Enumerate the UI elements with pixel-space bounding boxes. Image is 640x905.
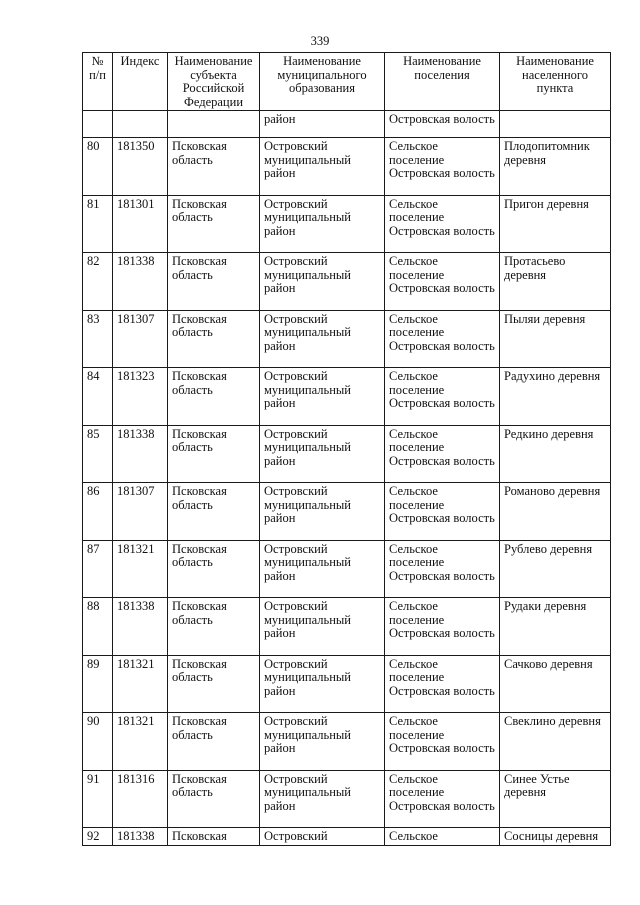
cell-locality: Пригон деревня [500,195,611,253]
cell-locality: Сосницы деревня [500,828,611,846]
cell-subject: Псковская область [168,483,260,541]
cell-municipality: Островский муниципальный район [260,195,385,253]
continuation-row [83,111,611,138]
cell-number: 82 [83,253,113,311]
cell-locality: Рублево деревня [500,540,611,598]
cell-index: 181321 [113,540,168,598]
table-header-row [83,53,611,111]
cell-index: 181307 [113,483,168,541]
cell-settlement: Сельское поселение Островская волость [385,770,500,828]
cell-index: 181338 [113,425,168,483]
cell-number: 83 [83,310,113,368]
page-number: 339 [310,34,330,48]
cell-settlement: Сельское поселение Островская волость [385,253,500,311]
cell-municipality: Островский муниципальный район [260,713,385,771]
cell-settlement: Сельское поселение Островская волость [385,138,500,196]
header-number: № п/п [83,53,113,111]
table-row [83,655,611,713]
cell-subject: Псковская область [168,138,260,196]
table-row [83,425,611,483]
cell-municipality: Островский муниципальный район [260,310,385,368]
cell-settlement: Сельское [385,828,500,846]
cell-settlement: Островская волость [385,111,500,138]
cell-municipality: Островский муниципальный район [260,598,385,656]
cell-subject: Псковская область [168,770,260,828]
cell-index: 181338 [113,253,168,311]
table-row [83,483,611,541]
cell-subject: Псковская область [168,368,260,426]
cell-settlement: Сельское поселение Островская волость [385,713,500,771]
cell-locality: Сачково деревня [500,655,611,713]
cell-index: 181316 [113,770,168,828]
table-row [83,598,611,656]
cell-subject: Псковская область [168,655,260,713]
table-row [83,713,611,771]
table-row [83,310,611,368]
header-municipality: Наименование муниципального образования [260,53,385,111]
table-row [83,368,611,426]
cell-number: 91 [83,770,113,828]
cell-number: 80 [83,138,113,196]
cell-subject [168,111,260,138]
cell-number [83,111,113,138]
cell-municipality: Островский муниципальный район [260,425,385,483]
table-row [83,138,611,196]
cell-locality: Радухино деревня [500,368,611,426]
cell-subject: Псковская [168,828,260,846]
cell-settlement: Сельское поселение Островская волость [385,195,500,253]
cell-number: 85 [83,425,113,483]
cell-number: 87 [83,540,113,598]
cell-index: 181323 [113,368,168,426]
cell-locality: Плодопитомник деревня [500,138,611,196]
table-row [83,770,611,828]
cell-settlement: Сельское поселение Островская волость [385,368,500,426]
cell-locality [500,111,611,138]
cell-number: 84 [83,368,113,426]
cell-municipality: Островский муниципальный район [260,540,385,598]
cell-subject: Псковская область [168,425,260,483]
cell-subject: Псковская область [168,540,260,598]
cell-number: 81 [83,195,113,253]
cell-number: 89 [83,655,113,713]
cell-settlement: Сельское поселение Островская волость [385,425,500,483]
cell-locality: Синее Устье деревня [500,770,611,828]
cell-municipality: Островский муниципальный район [260,368,385,426]
cell-index: 181350 [113,138,168,196]
table-row [83,195,611,253]
cell-index: 181301 [113,195,168,253]
cell-number: 88 [83,598,113,656]
header-settlement: Наименование поселения [385,53,500,111]
cell-subject: Псковская область [168,253,260,311]
cell-locality: Пыляи деревня [500,310,611,368]
cell-settlement: Сельское поселение Островская волость [385,598,500,656]
cell-number: 92 [83,828,113,846]
cell-settlement: Сельское поселение Островская волость [385,540,500,598]
cell-index: 181307 [113,310,168,368]
table-row [83,253,611,311]
cell-index: 181321 [113,713,168,771]
table-row [83,828,611,846]
cell-locality: Рудаки деревня [500,598,611,656]
cell-locality: Протасьево деревня [500,253,611,311]
cell-index [113,111,168,138]
cell-municipality: Островский муниципальный район [260,138,385,196]
cell-municipality: район [260,111,385,138]
localities-table [82,52,611,846]
cell-number: 90 [83,713,113,771]
cell-subject: Псковская область [168,310,260,368]
cell-municipality: Островский муниципальный район [260,655,385,713]
cell-subject: Псковская область [168,598,260,656]
cell-municipality: Островский муниципальный район [260,770,385,828]
header-locality: Наименование населенного пункта [500,53,611,111]
cell-locality: Романово деревня [500,483,611,541]
cell-number: 86 [83,483,113,541]
cell-municipality: Островский муниципальный район [260,483,385,541]
cell-settlement: Сельское поселение Островская волость [385,655,500,713]
cell-index: 181321 [113,655,168,713]
cell-locality: Редкино деревня [500,425,611,483]
cell-subject: Псковская область [168,195,260,253]
cell-index: 181338 [113,598,168,656]
cell-subject: Псковская область [168,713,260,771]
table-row [83,540,611,598]
cell-settlement: Сельское поселение Островская волость [385,310,500,368]
cell-municipality: Островский [260,828,385,846]
header-index: Индекс [113,53,168,111]
cell-locality: Свеклино деревня [500,713,611,771]
cell-settlement: Сельское поселение Островская волость [385,483,500,541]
header-subject: Наименование субъекта Российской Федерации [168,53,260,111]
cell-index: 181338 [113,828,168,846]
cell-municipality: Островский муниципальный район [260,253,385,311]
